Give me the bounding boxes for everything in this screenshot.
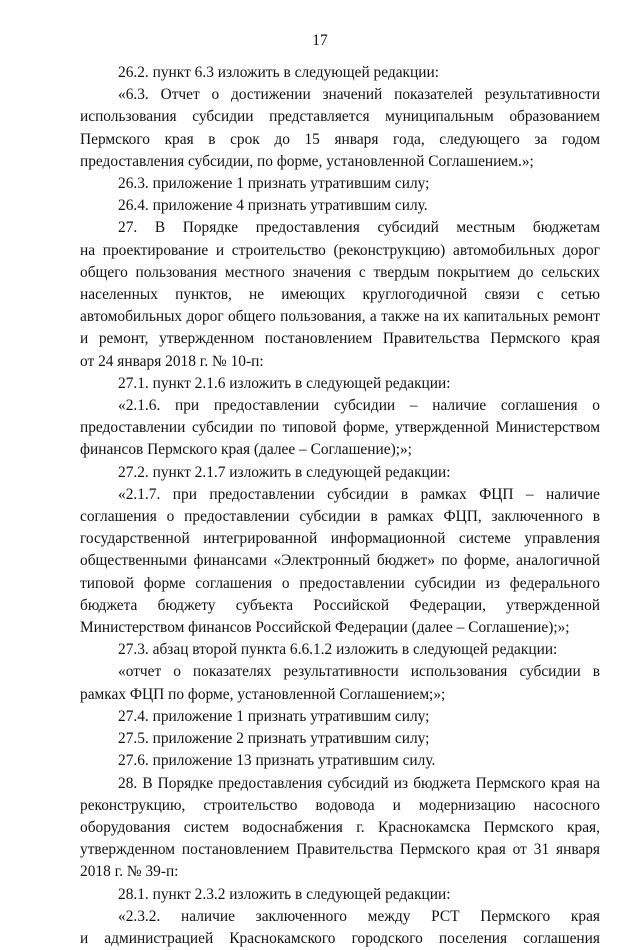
paragraph-line: от 24 января 2018 г. № 10-п: xyxy=(80,352,264,370)
paragraph-line: и администрацией Краснокамского городского поселения соглашения xyxy=(80,929,600,947)
page-number: 17 xyxy=(312,32,328,49)
paragraph: 28. В Порядке предоставления субсидий из бюджета Пермского края на реконструкцию, строительство водовода и модернизацию насосного оборудования систем водоснабжения г. Краснокамска Пермского края, утвержденном постановлением Правительства Пермского края от 31 января 2018 г. № 39-п: xyxy=(80,774,600,881)
paragraph: 28.1. пункт 2.3.2 изложить в следующей редакции: xyxy=(118,885,451,903)
paragraph: 27.4. приложение 1 признать утратившим силу; xyxy=(118,707,430,725)
paragraph: 27.2. пункт 2.1.7 изложить в следующей редакции: xyxy=(118,463,451,481)
paragraph: «2.1.6. при предоставлении субсидии – наличие соглашения о предоставлении субсидии по типовой форме, утвержденной Министерством финансов Пермского края (далее – Соглашение);»; xyxy=(80,397,600,459)
paragraph-line: населенных пунктов, не имеющих круглогодичной связи с сетью xyxy=(80,286,600,304)
paragraph-quote-2-3-2 xyxy=(80,906,600,950)
paragraph: 27.6. приложение 13 признать утратившим силу. xyxy=(118,752,436,770)
paragraph-line: 27. В Порядке предоставления субсидий местным бюджетам xyxy=(118,219,600,237)
paragraph: «отчет о показателях результативности использования субсидии в рамках ФЦП по форме, установленной Соглашением;»; xyxy=(80,663,600,703)
paragraph-amendment-27 xyxy=(80,217,600,372)
paragraph: «6.3. Отчет о достижении значений показателей результативности использования субсидии представляется муниципальным образованием Пермского края в срок до 15 января года, следующего за годом предоставления субсидии, по форме, установленной Соглашением.»; xyxy=(80,86,600,170)
paragraph: 26.3. приложение 1 признать утратившим силу; xyxy=(118,175,430,193)
document-body xyxy=(80,62,600,950)
paragraph: 27.1. пункт 2.1.6 изложить в следующей редакции: xyxy=(118,374,451,392)
paragraph-line: и ремонт, утвержденном постановлением Правительства Пермского края xyxy=(80,330,600,348)
paragraph-line: на проектирование и строительство (реконструкцию) автомобильных дорог xyxy=(80,241,600,259)
paragraph-line: «2.3.2. наличие заключенного между РСТ Пермского края xyxy=(118,907,600,925)
paragraph: 27.3. абзац второй пункта 6.6.1.2 изложить в следующей редакции: xyxy=(118,641,558,659)
paragraph: «2.1.7. при предоставлении субсидии в рамках ФЦП – наличие соглашения о предоставлении субсидии в рамках ФЦП, заключенного в государственной интегрированной информационной системе управления общественными финансами «Электронный бюджет» по форме, аналогичной типовой форме соглашения о предоставлении субсидии из федерального бюджета бюджету субъекта Российской Федерации, утвержденной Министерством финансов Российской Федерации (далее – Соглашение);»; xyxy=(80,485,600,637)
paragraph-line: общего пользования местного значения с твердым покрытием до сельских xyxy=(80,263,600,281)
paragraph-line: автомобильных дорог общего пользования, а также на их капитальных ремонт xyxy=(80,308,600,326)
paragraph: 26.2. пункт 6.3 изложить в следующей редакции: xyxy=(118,64,439,81)
paragraph: 27.5. приложение 2 признать утратившим силу; xyxy=(118,730,430,748)
paragraph: 26.4. приложение 4 признать утратившим силу. xyxy=(118,197,428,215)
